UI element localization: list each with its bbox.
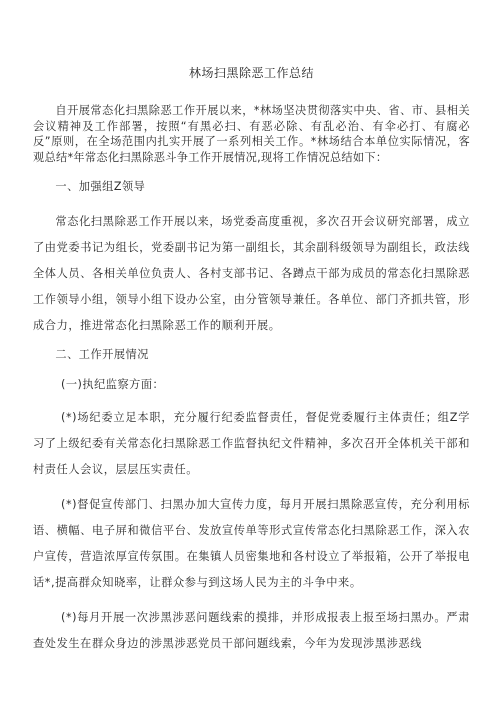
document-title: 林场扫黑除恶工作总结 bbox=[188, 66, 314, 80]
list-item: (*)场纪委立足本职，充分履行纪委监督责任，督促党委履行主体责任；组Z学习了上级纪委有关常态化扫黑除恶工作监督执纪文件精神，多次召开全体机关干部和村责任人会议，层层压实责任。 bbox=[33, 411, 470, 476]
list-item: (*)督促宣传部门、扫黑办加大宣传力度，每月开展扫黑除恶宣传，充分利用标语、横幅、电子屏和微信平台、发放宣传单等形式宣传常态化扫黑除恶工作，深入农户宣传，营造浓厚宣传氛围。在集镇人员密集地和各村设立了举报箱，公开了举报电话*,提高群众知晓率，让群众参与到这场人民为主的斗争中来。 bbox=[33, 498, 470, 589]
subsection-1-heading: (一)执纪监察方面： bbox=[61, 378, 165, 391]
section-1-heading: 一、加强组Z领导 bbox=[55, 180, 146, 193]
section-1-body: 常态化扫黑除恶工作开展以来，场党委高度重视，多次召开会议研究部署，成立了由党委书记为组长，党委副书记为第一副组长，其余副科级领导为副组长，政法线全体人员、各相关单位负责人、各村支部书记、各蹲点干部为成员的常态化扫黑除恶工作领导小组，领导小组下设办公室，由分管领导兼任。各单位、部门齐抓共管，形成合力，推进常态化扫黑除恶工作的顺利开展。 bbox=[33, 215, 470, 332]
list-item: (*)每月开展一次涉黑涉恶问题线索的摸排，并形成报表上报至场扫黑办。严肃查处发生在群众身边的涉黑涉恶党员干部问题线索，今年为发现涉黑涉恶线 bbox=[33, 611, 470, 650]
section-2-heading: 二、工作开展情况 bbox=[55, 348, 149, 361]
intro-paragraph: 自开展常态化扫黑除恶工作开展以来，*林场坚决贯彻落实中央、省、市、县相关会议精神及工作部署，按照“有黑必扫、有恶必除、有乱必治、有伞必打、有腐必反”原则，在全场范围内扎实开展了一系列相关工作。*林场结合本单位实际情况，客观总结*年常态化扫黑除恶斗争工作开展情况,现将工作情况总结如下： bbox=[33, 104, 470, 164]
